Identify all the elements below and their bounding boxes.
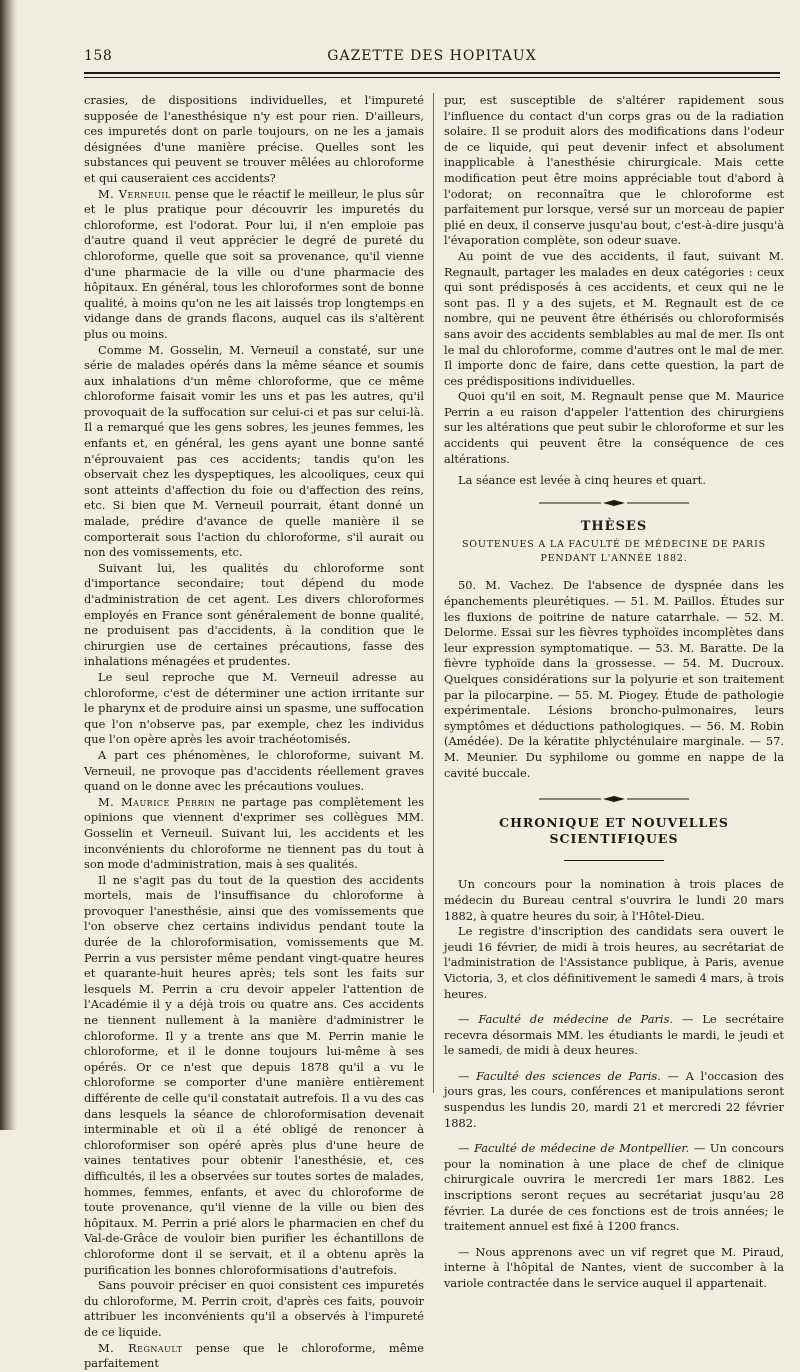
paragraph: A part ces phénomènes, le chloroforme, suivant M. Verneuil, ne provoque pas d'accidents réellement graves quand on le donne avec les précautions voulues.	[84, 747, 424, 794]
speaker-name: M. Regnault	[98, 1340, 183, 1355]
section-title-theses: THÈSES	[580, 518, 648, 534]
subtitle-line: SOUTENUES A LA FACULTÉ DE MÉDECINE DE PARIS	[462, 539, 766, 551]
paragraph: — Nous apprenons avec un vif regret que M. Piraud, interne à l'hôpital de Nantes, vient de succomber à la variole contractée dans le service auquel il appartenait.	[444, 1244, 784, 1290]
ornament-divider	[539, 795, 689, 803]
ornament-divider	[539, 499, 689, 507]
paragraph-text: — A l'occasion des jours gras, les cours, conférences et manipulations seront suspendus les lundis 20, mardi 21 et mercredi 22 février 1882.	[444, 1068, 784, 1130]
paragraph-text: — Le secrétaire recevra désormais MM. les étudiants le mardi, le jeudi et le samedi, de midi à deux heures.	[444, 1012, 784, 1058]
paragraph: crasies, de dispositions individuelles, et l'impureté supposée de l'anesthésique n'y est pour rien. D'ailleurs, ces impuretés dont on parle toujours, on ne les a jamais désignées d'une manière précise. Quelles sont les substances qui peuvent se trouver mêlées au chloroforme et qui causeraient ces accidents?	[84, 93, 424, 185]
paragraph: Le registre d'inscription des candidats sera ouvert le jeudi 16 février, de midi à trois heures, au secrétariat de l'administration de l'Assistance publique, à Paris, avenue Victoria, 3, et clos définitivement le samedi 4 mars, à trois heures.	[444, 924, 784, 1001]
page-number: 158	[84, 48, 113, 64]
paragraph-text: ne partage pas complètement les opinions que viennent d'exprimer ses collègues MM. Gosselin et Verneuil. Suivant lui, les accidents et les inconvénients du chloroforme ne tiennent pas du tout à son mode d'administration, mais à ses qualités.	[84, 794, 424, 872]
paragraph: — Faculté de médecine de Paris. — Le secrétaire recevra désormais MM. les étudiants le mardi, le jeudi et le samedi, de midi à deux heures.	[444, 1012, 784, 1058]
paragraph: — Faculté des sciences de Paris. — A l'occasion des jours gras, les cours, conférences et manipulations seront suspendus les lundis 20, mardi 21 et mercredi 22 février 1882.	[444, 1068, 784, 1130]
paragraph	[84, 795, 424, 873]
paragraph-text: pense que le réactif le meilleur, le plus sûr et le plus pratique pour découvrir les impuretés du chloroforme, est l'odorat. Pour lui, il n'en emploie pas d'autre quand il veut apprécier le degré de pureté du chloroforme, quelle que soit sa provenance, qu'il vienne d'une pharmacie de la ville ou d'une pharmacie des hôpitaux. En général, tous les chloroformes sont de bonne qualité, à moins qu'on ne les ait laissés trop longtemps en vidange dans de grands flacons, auquel cas ils s'altèrent plus ou moins.	[84, 186, 424, 341]
paragraph: Quoi qu'il en soit, M. Regnault pense que M. Maurice Perrin a eu raison d'appeler l'attention des chirurgiens sur les altérations que peut subir le chloroforme et sur les accidents qui peuvent être la conséquence de ces altérations.	[444, 389, 784, 466]
paragraph: Au point de vue des accidents, il faut, suivant M. Regnault, partager les malades en deux catégories : ceux qui sont prédisposés à ces accidents, et ceux qui ne le sont pas. Il y a des sujets, et M. Regnault est de ce nombre, qui ne peuvent être éthérisés ou chloroformisés sans avoir des accidents semblables au mal de mer. Ils ont le mal du chloroforme, comme d'autres ont le mal de mer. Il importe donc de faire, dans cette question, la part de ces prédispositions individuelles.	[444, 248, 784, 388]
paragraph-text: — Un concours pour la nomination à une place de chef de clinique chirurgicale ouvrira le mercredi 1er mars 1882. Les inscriptions seront reçues au secrétariat jusqu'au 28 février. La durée de ces fonctions est de trois années; le traitement annuel est fixé à 1200 francs.	[444, 1141, 784, 1234]
paragraph: Le seul reproche que M. Verneuil adresse au chloroforme, c'est de déterminer une action irritante sur le pharynx et de produire ainsi un spasme, une suffocation que l'on n'observe pas, par exemple, chez les individus que l'on opère après les avoir trachéotomisés.	[84, 669, 424, 747]
paragraph: Un concours pour la nomination à trois places de médecin du Bureau central s'ouvrira le lundi 20 mars 1882, à quatre heures du soir, à l'Hôtel-Dieu.	[444, 877, 784, 923]
running-title: GAZETTE DES HOPITAUX	[327, 48, 537, 64]
paragraph	[84, 1341, 424, 1372]
subtitle-line: PENDANT L'ANNÉE 1882.	[540, 553, 688, 565]
paragraph: Comme M. Gosselin, M. Verneuil a constaté, sur une série de malades opérés dans la même séance et soumis aux inhalations d'un même chloroforme, que ce même chloroforme faisait vomir les uns et pas les autres, qu'il provoquait de la suffocation sur celui-ci et pas sur celui-là. Il a remarqué que les gens sobres, les jeunes femmes, les enfants et, en général, les gens ayant une bonne santé n'éprouvaient pas ces accidents; tandis qu'on les observait chez les dyspeptiques, les alcooliques, ceux qui sont atteints d'affection du foie ou d'affection des reins, etc. Si bien que M. Verneuil pourrait, étant donné un malade, prédire d'avance de quelle manière il se comporterait sous l'action du chloroforme, s'il aurait ou non des vomissements, etc.	[84, 342, 424, 560]
column-divider	[433, 93, 434, 1093]
paragraph	[84, 187, 424, 343]
short-rule	[564, 860, 664, 861]
news-label: Faculté de médecine de Paris.	[478, 1012, 674, 1027]
paragraph: Suivant lui, les qualités du chloroforme sont d'importance secondaire; tout dépend du mode d'administration de cet agent. Les divers chloroformes employés en France sont généralement de bonne qualité, ne produisent pas d'accidents, à la condition que le chirurgien use de certaines précautions, fasse des inhalations ménagées et prudentes.	[84, 560, 424, 669]
speaker-name: M. Maurice Perrin	[98, 794, 216, 809]
news-label: Faculté de médecine de Montpellier.	[474, 1141, 690, 1156]
left-column	[84, 93, 424, 1372]
header-rule-thin	[84, 77, 780, 78]
header-rule-thick	[84, 72, 780, 74]
paragraph: pur, est susceptible de s'altérer rapidement sous l'influence du contact d'un corps gras ou de la radiation solaire. Il se produit alors des modifications dans l'odeur de ce liquide, qui peut devenir infect et absolument inapplicable à l'anesthésie chirurgicale. Mais cette modification peut être moins appréciable tout d'abord à l'odorat; on reconnaîtra que le chloroforme est parfaitement pur lorsque, versé sur un morceau de papier plié en deux, il conserve jusqu'au bout, c'est-à-dire jusqu'à l'évaporation complète, son odeur suave.	[444, 93, 784, 248]
right-column	[444, 93, 784, 1292]
paragraph: Il ne s'agit pas du tout de la question des accidents mortels, mais de l'insuffisance du chloroforme à provoquer l'anesthésie, ainsi que des vomissements que l'on observe chez certains individus pendant toute la durée de la chloroformisation, vomissements que M. Perrin a vus persister même pendant vingt-quatre heures et quarante-huit heures après; tels sont les faits sur lesquels M. Perrin a cru devoir appeler l'attention de l'Académie il y a déjà trois ou quatre ans. Ces accidents ne tiennent nullement à la manière d'administrer le chloroforme. Il y a trente ans que M. Perrin manie le chloroforme, et il le donne toujours lui-même à ses opérés. Or ce n'est que depuis 1878 qu'il a vu le chloroforme se comporter d'une manière entièrement différente de celle qu'il constatait autrefois. Il a vu des cas dans lesquels la séance de chloroformisation devenait interminable et où il a été obligé de renoncer à chloroformiser son opéré après plus d'une heure de vaines tentatives pour obtenir l'anesthésie, et, ces difficultés, il les a observées sur toutes sortes de malades, hommes, femmes, enfants, et avec du chloroforme de toute provenance, qu'il vienne de la ville ou bien des hôpitaux. M. Perrin a prié alors le pharmacien en chef du Val-de-Grâce de vouloir bien purifier les échantillons de chloroforme dont il se servait, et il a obtenu après la purification les bonnes chloroformisations d'autrefois.	[84, 872, 424, 1277]
section-subtitle	[444, 538, 784, 566]
page-binding-edge	[0, 0, 18, 1130]
paragraph-text: pense que le chloroforme, même parfaitement	[84, 1340, 424, 1371]
theses-list: 50. M. Vachez. De l'absence de dyspnée dans les épanchements pleurétiques. — 51. M. Paillos. Études sur les fluxions de poitrine de nature catarrhale. — 52. M. Delorme. Essai sur les fièvres typhoïdes incomplètes dans leur expression symptomatique. — 53. M. Baratte. De la fièvre typhoïde dans la grossesse. — 54. M. Ducroux. Quelques considérations sur la polyurie et son traitement par la pilocarpine. — 55. M. Piogey. Étude de pathologie expérimentale. Lésions broncho-pulmonaires, leurs symptômes et déductions pathologiques. — 56. M. Robin (Amédée). De la kératite phlycténulaire marginale. — 57. M. Meunier. Du syphilome ou gomme en nappe de la cavité buccale.	[444, 578, 784, 780]
section-title-chronique: CHRONIQUE ET NOUVELLES SCIENTIFIQUES	[499, 815, 729, 846]
paragraph: — Faculté de médecine de Montpellier. — Un concours pour la nomination à une place de chef de clinique chirurgicale ouvrira le mercredi 1er mars 1882. Les inscriptions seront reçues au secrétariat jusqu'au 28 février. La durée de ces fonctions est de trois années; le traitement annuel est fixé à 1200 francs.	[444, 1141, 784, 1234]
news-label: Faculté des sciences de Paris.	[476, 1068, 661, 1083]
page-header	[84, 46, 780, 72]
paragraph: Sans pouvoir préciser en quoi consistent ces impuretés du chloroforme, M. Perrin croit, d'après ces faits, pouvoir attribuer les inconvénients qu'il a observés à l'impureté de ce liquide.	[84, 1278, 424, 1339]
paragraph: La séance est levée à cinq heures et quart.	[458, 473, 706, 488]
speaker-name: M. Verneuil	[98, 186, 171, 201]
